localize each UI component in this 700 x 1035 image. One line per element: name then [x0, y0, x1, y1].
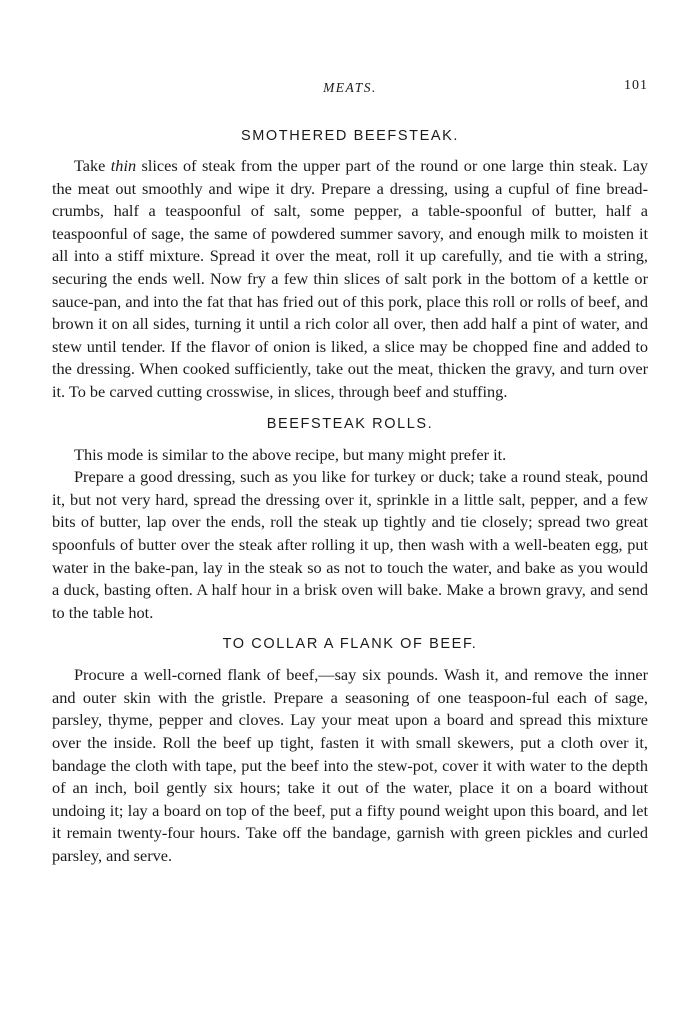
running-title: MEATS.	[323, 80, 377, 95]
paragraph-text-start: Take	[74, 156, 111, 175]
page-body	[52, 125, 648, 868]
section-heading: SMOTHERED BEEFSTEAK.	[240, 128, 460, 144]
recipe-beefsteak-rolls	[52, 413, 648, 625]
running-header	[0, 80, 700, 100]
recipe-smothered-beefsteak	[52, 125, 648, 404]
paragraph-text-rest: slices of steak from the upper part of the round or one large thin steak. Lay the meat out smoothly and wipe it dry. Prepare a dressing, using a cupful of fine bread-crumbs, half a teaspoonful of salt, some pepper, a table-spoonful of butter, half a teaspoonful of sage, the same of powdered summer savory, and enough milk to moisten it all into a stiff mixture. Spread it over the meat, roll it up carefully, and tie with a string, securing the ends well. Now fry a few thin slices of salt pork in the bottom of a kettle or sauce-pan, and into the fat that has fried out of this pork, place this roll or rolls of beef, and brown it on all sides, turning it until a rich color all over, then add half a pint of water, and stew until tender. If the flavor of onion is liked, a slice may be chopped fine and added to the dressing. When cooked sufficiently, take out the meat, thicken the gravy, and turn over it. To be carved cutting crosswise, in slices, through beef and stuffing.	[52, 156, 648, 401]
paragraph: Procure a well-corned flank of beef,—say six pounds. Wash it, and remove the inner and outer skin with the gristle. Prepare a seasoning of one teaspoon-ful each of sage, parsley, thyme, pepper and cloves. Lay your meat upon a board and spread this mixture over the inside. Roll the beef up tight, fasten it with small skewers, put a cloth over it, bandage the cloth with tape, put the beef into the stew-pot, cover it with water to the depth of an inch, boil gently six hours; take it out of the water, place it on a board without undoing it; lay a board on top of the beef, put a fifty pound weight upon this board, and let it remain twenty-four hours. Take off the bandage, garnish with green pickles and curled parsley, and serve.	[52, 665, 648, 866]
section-heading: BEEFSTEAK ROLLS.	[266, 415, 434, 432]
paragraph: This mode is similar to the above recipe, but many might prefer it.	[74, 444, 507, 464]
recipe-collar-flank-of-beef	[52, 633, 648, 867]
page-number: 101	[624, 78, 648, 93]
emphasized-word: thin	[110, 156, 137, 175]
paragraph	[52, 155, 648, 404]
paragraph: Prepare a good dressing, such as you like for turkey or duck; take a round steak, pound it, but not very hard, spread the dressing over it, sprinkle in a little salt, pepper, and a few bits of butter, lap over the ends, roll the steak up tightly and tie closely; spread two great spoonfuls of butter over the steak after rolling it up, then wash with a well-beaten egg, put water in the bake-pan, lay in the steak so as not to touch the water, and bake as you would a duck, basting often. A half hour in a brisk oven will bake. Make a brown gravy, and send to the table hot.	[52, 467, 648, 622]
section-heading: TO COLLAR A FLANK OF BEEF.	[222, 636, 478, 653]
